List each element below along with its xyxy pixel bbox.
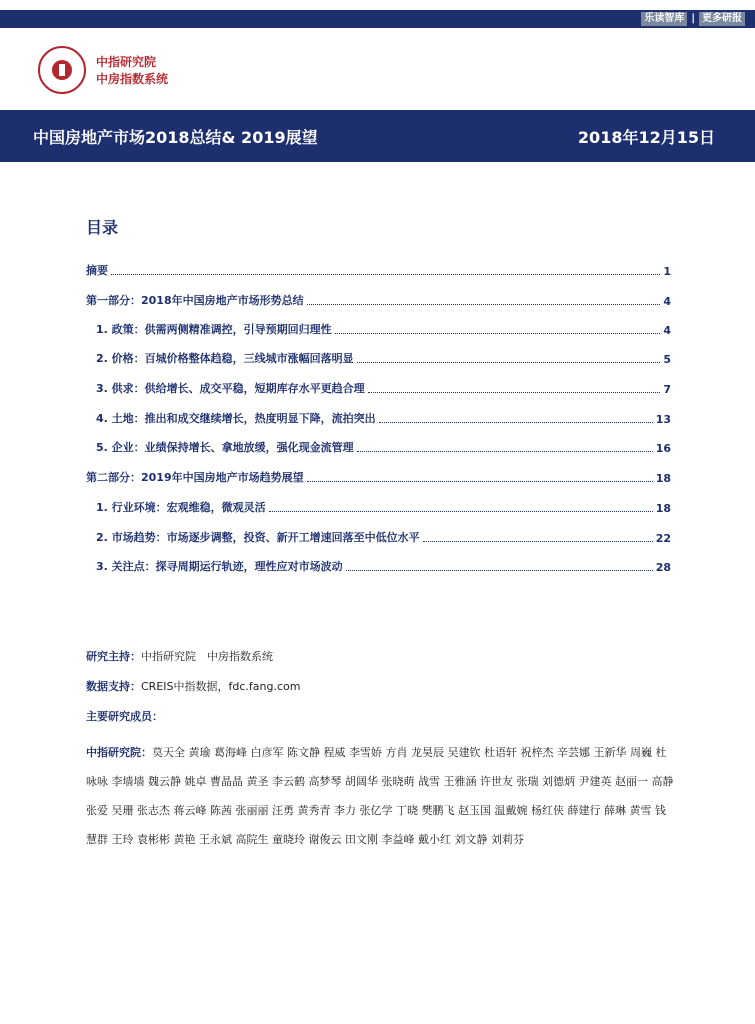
research-host xyxy=(86,648,273,664)
toc-entry-page: 22 xyxy=(655,532,671,545)
toc-leader-dots xyxy=(335,333,661,334)
toc-leader-dots xyxy=(368,392,661,393)
host-value: 中指研究院 中房指数系统 xyxy=(141,650,273,663)
toc-entry-label: 5. 企业：业绩保持增长、拿地放缓，强化现金流管理 xyxy=(96,441,354,454)
toc-leader-dots xyxy=(269,511,653,512)
toc-entry-label: 第一部分：2018年中国房地产市场形势总结 xyxy=(86,294,304,307)
members-label: 主要研究成员： xyxy=(86,710,163,723)
toc-heading: 目录 xyxy=(86,218,119,237)
toc-entry-page: 28 xyxy=(655,561,671,574)
host-label: 研究主持： xyxy=(86,650,141,663)
toc-entry[interactable] xyxy=(96,439,671,455)
toc-entry-page: 4 xyxy=(663,295,671,308)
toc-leader-dots xyxy=(307,304,661,305)
org-name-line2: 中房指数系统 xyxy=(96,72,169,86)
toc-entry[interactable] xyxy=(96,380,671,396)
team-members: 莫天全 黄瑜 葛海峰 白彦军 陈文静 程威 李雪娇 方肖 龙昊辰 吴建钦 杜语轩 祝梓杰 辛芸娜 王新华 周巍 杜咏咏 李墙墙 魏云静 姚卓 曹晶晶 黄圣 李云鹤 高梦琴 胡阔华 张晓萌 战雪 王雅涵 许世友 张瑞 刘德炳 尹建英 赵丽一 高静 张爱 吴珊 张志杰 蒋云峰 陈茜 张丽丽 汪勇 黄秀青 李力 张亿学 丁晓 樊鹏飞 赵玉国 温戴婉 杨红侠 薛建行 薛琳 黄雪 钱慧群 王玲 袁彬彬 黄艳 王永斌 高院生 童晓玲 谢俊云 田文刚 李益峰 戴小红 刘文静 刘莉芬 xyxy=(86,746,674,846)
watermark-text-2: 更多研报 xyxy=(699,12,745,26)
toc-entry-page: 7 xyxy=(663,383,671,396)
watermark xyxy=(641,12,745,26)
watermark-text-1: 乐读智库 xyxy=(641,12,687,26)
org-name-line1: 中指研究院 xyxy=(96,55,157,69)
toc-entry[interactable] xyxy=(96,350,671,366)
toc-entry-page: 13 xyxy=(655,413,671,426)
members-list xyxy=(86,738,676,854)
members-heading xyxy=(86,708,163,724)
report-title: 中国房地产市场2018总结& 2019展望 xyxy=(33,128,318,147)
toc-entry[interactable] xyxy=(86,292,671,308)
toc-entry[interactable] xyxy=(96,529,671,545)
toc-entry-label: 摘要 xyxy=(86,264,108,277)
org-logo-icon xyxy=(38,46,86,94)
toc-leader-dots xyxy=(379,422,653,423)
report-date: 2018年12月15日 xyxy=(577,128,715,147)
toc-entry-page: 4 xyxy=(663,324,671,337)
toc-entry[interactable] xyxy=(96,410,671,426)
toc-entry[interactable] xyxy=(96,558,671,574)
toc-leader-dots xyxy=(307,481,653,482)
toc-leader-dots xyxy=(423,541,653,542)
toc-leader-dots xyxy=(357,451,653,452)
toc-entry-page: 18 xyxy=(655,472,671,485)
toc-entry-label: 1. 行业环境：宏观维稳，微观灵活 xyxy=(96,501,266,514)
toc-entry-label: 1. 政策：供需两侧精准调控，引导预期回归理性 xyxy=(96,323,332,336)
watermark-separator: | xyxy=(691,13,695,24)
toc-entry-page: 5 xyxy=(663,353,671,366)
toc-entry-label: 3. 关注点：探寻周期运行轨迹，理性应对市场波动 xyxy=(96,560,343,573)
org-name xyxy=(96,54,168,88)
data-value: CREIS中指数据，fdc.fang.com xyxy=(141,680,301,693)
toc-entry[interactable] xyxy=(86,469,671,485)
team-label: 中指研究院： xyxy=(86,746,152,759)
toc-entry-page: 18 xyxy=(655,502,671,515)
toc-entry-label: 2. 价格：百城价格整体趋稳，三线城市涨幅回落明显 xyxy=(96,352,354,365)
toc-leader-dots xyxy=(111,274,660,275)
toc-entry[interactable] xyxy=(96,499,671,515)
toc-leader-dots xyxy=(346,570,653,571)
toc-entry-page: 1 xyxy=(663,265,671,278)
toc-entry[interactable] xyxy=(86,262,671,278)
top-bar xyxy=(0,10,755,28)
toc-entry-label: 3. 供求：供给增长、成交平稳，短期库存水平更趋合理 xyxy=(96,382,365,395)
toc-entry-label: 2. 市场趋势：市场逐步调整，投资、新开工增速回落至中低位水平 xyxy=(96,531,420,544)
toc-entry-label: 4. 土地：推出和成交继续增长，热度明显下降，流拍突出 xyxy=(96,412,376,425)
toc-entry-label: 第二部分：2019年中国房地产市场趋势展望 xyxy=(86,471,304,484)
title-banner xyxy=(0,110,755,162)
toc-leader-dots xyxy=(357,362,661,363)
data-label: 数据支持： xyxy=(86,680,141,693)
toc-entry-page: 16 xyxy=(655,442,671,455)
data-support xyxy=(86,678,300,694)
toc-entry[interactable] xyxy=(96,321,671,337)
